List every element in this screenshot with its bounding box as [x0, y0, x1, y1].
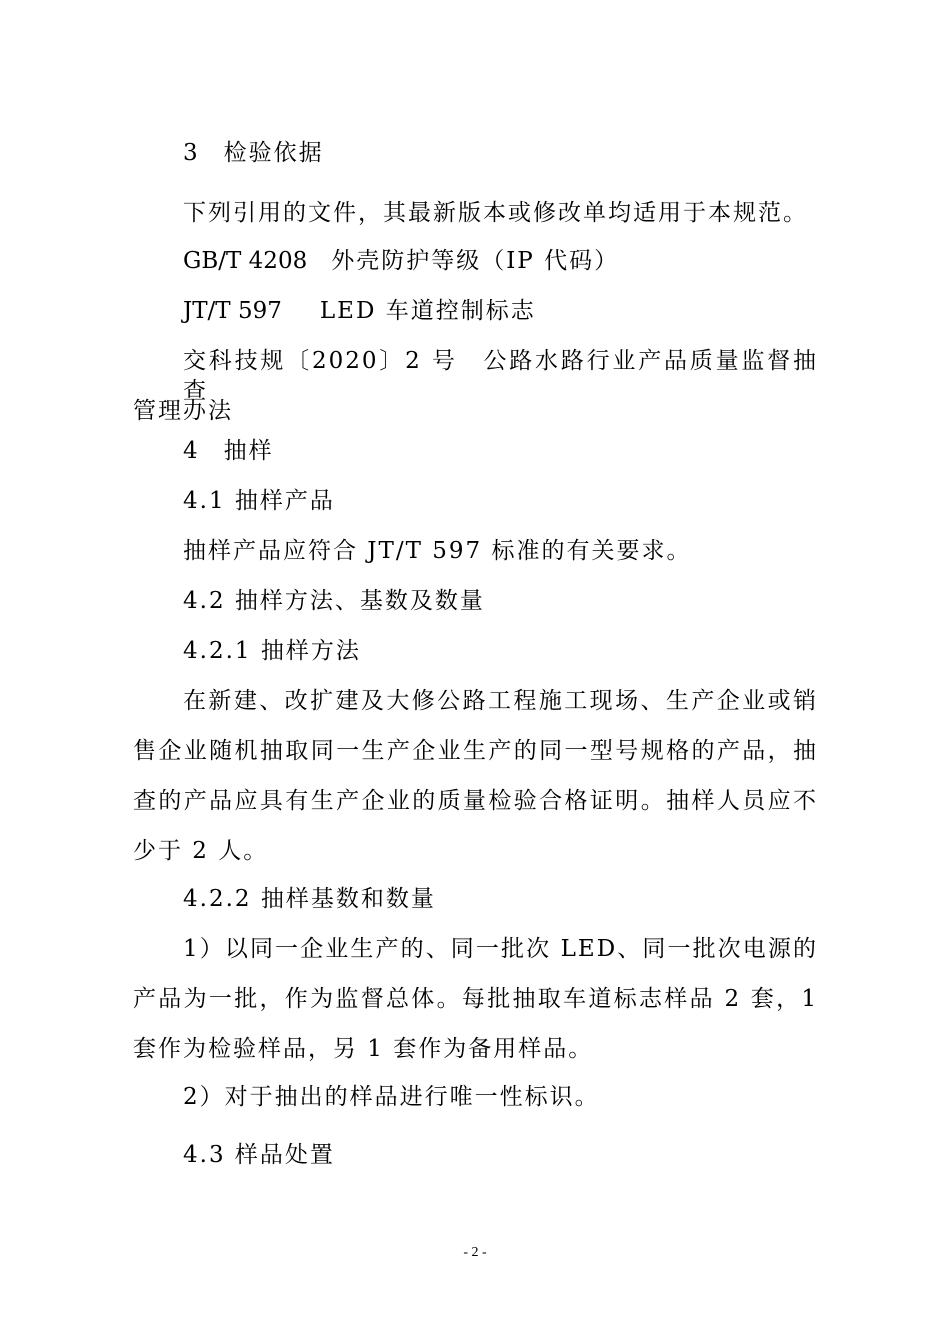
reference-title: 外壳防护等级（IP 代码）: [331, 248, 620, 274]
section-title: 检验依据: [223, 140, 324, 166]
paragraph-4-2-2-item1-line1: 1）以同一企业生产的、同一批次 LED、同一批次电源的: [183, 936, 818, 962]
paragraph-4-2-1-line3: 查的产品应具有生产企业的质量检验合格证明。抽样人员应不: [133, 788, 818, 814]
heading-4-1: 4.1 抽样产品: [183, 488, 335, 514]
paragraph-4-2-2-item1-line2: 产品为一批，作为监督总体。每批抽取车道标志样品 2 套，1: [133, 986, 818, 1012]
section-number: 4: [183, 438, 200, 464]
heading-section-4: [183, 436, 818, 466]
reference-regulation-line1: 交科技规〔2020〕2 号 公路水路行业产品质量监督抽查: [183, 348, 818, 404]
heading-4-2-1: 4.2.1 抽样方法: [183, 638, 361, 664]
paragraph-4-1: 抽样产品应符合 JT/T 597 标准的有关要求。: [183, 538, 692, 564]
section-number: 3: [183, 140, 200, 166]
section-title: 抽样: [223, 438, 274, 464]
heading-4-3: 4.3 样品处置: [183, 1142, 335, 1168]
paragraph-4-2-2-item1-line3: 套作为检验样品，另 1 套作为备用样品。: [133, 1036, 594, 1062]
reference-jtt597: [183, 296, 818, 326]
heading-4-2-2: 4.2.2 抽样基数和数量: [183, 886, 436, 912]
paragraph-4-2-1-line2: 售企业随机抽取同一生产企业生产的同一型号规格的产品，抽: [133, 738, 818, 764]
paragraph-4-2-1-line1: 在新建、改扩建及大修公路工程施工现场、生产企业或销: [183, 688, 818, 714]
reference-code: JT/T 597: [183, 298, 282, 324]
reference-title: LED 车道控制标志: [319, 298, 536, 324]
reference-gbt4208: [183, 246, 818, 276]
paragraph-4-2-1-line4: 少于 2 人。: [133, 838, 269, 864]
heading-4-2: 4.2 抽样方法、基数及数量: [183, 588, 485, 614]
heading-section-3: [183, 138, 818, 168]
paragraph-intro: 下列引用的文件，其最新版本或修改单均适用于本规范。: [183, 200, 808, 226]
paragraph-4-2-2-item2: 2）对于抽出的样品进行唯一性标识。: [183, 1084, 600, 1110]
reference-regulation-line2: 管理办法: [133, 398, 233, 424]
reference-code: GB/T 4208: [183, 248, 308, 274]
page-number: - 2 -: [463, 1245, 487, 1260]
